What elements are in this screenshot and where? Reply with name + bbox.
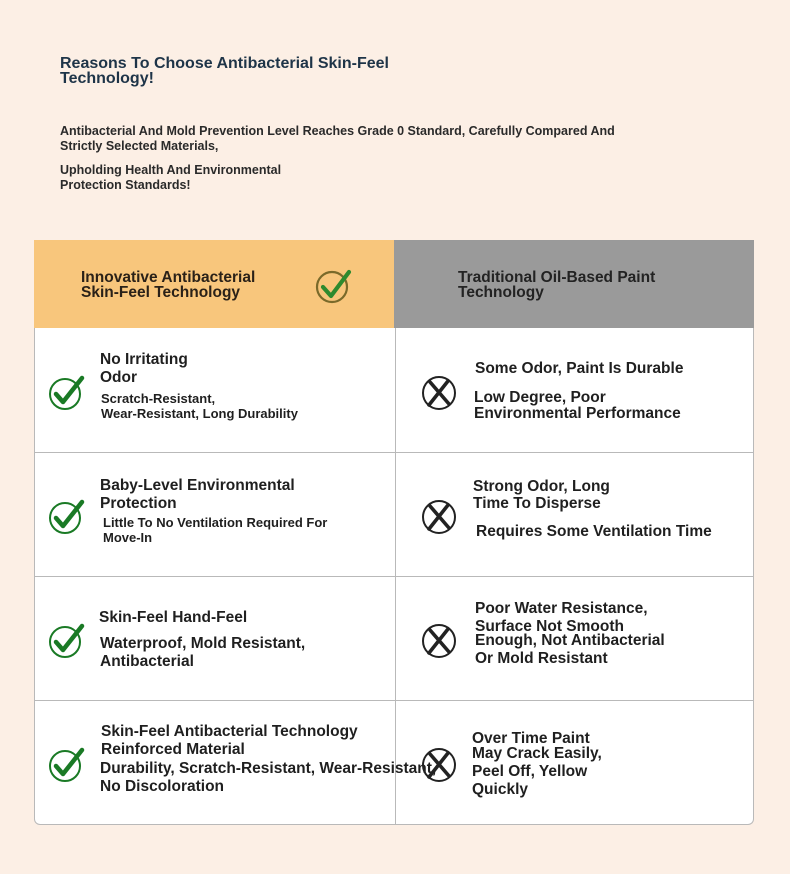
table-row-3-left: Skin-Feel Hand-Feel Waterproof, Mold Resistant, Antibacterial	[35, 576, 395, 700]
intro-paragraph-2: Upholding Health And Environmental Protection Standards!	[60, 163, 282, 192]
table-body	[34, 328, 754, 825]
column-header-innovative: Innovative Antibacterial Skin-Feel Technology	[34, 240, 394, 328]
x-circle-icon	[420, 374, 458, 412]
comparison-table	[34, 240, 754, 826]
check-circle-icon	[48, 498, 86, 536]
table-row-2-right: Strong Odor, Long Time To Disperse Requires Some Ventilation Time	[395, 452, 755, 576]
table-row-1-left: No Irritating Odor Scratch-Resistant, Wear-Resistant, Long Durability	[35, 328, 395, 452]
x-circle-icon	[420, 622, 458, 660]
check-circle-icon	[48, 746, 86, 784]
table-row-2-left: Baby-Level Environmental Protection Little To No Ventilation Required For Move-In	[35, 452, 395, 576]
page-title: Reasons To Choose Antibacterial Skin-Feel Technology!	[60, 55, 389, 87]
check-circle-icon	[48, 374, 86, 412]
column-header-traditional: Traditional Oil-Based Paint Technology	[394, 240, 754, 328]
x-circle-icon	[420, 498, 458, 536]
x-circle-icon	[420, 746, 458, 784]
intro-paragraph-1: Antibacterial And Mold Prevention Level Reaches Grade 0 Standard, Carefully Compared And Strictly Selected Materials,	[60, 124, 615, 153]
check-circle-icon	[48, 622, 86, 660]
table-row-3-right: Poor Water Resistance, Surface Not Smooth Enough, Not Antibacterial Or Mold Resistant	[395, 576, 755, 700]
table-row-4-right: Over Time Paint May Crack Easily, Peel Off, Yellow Quickly	[395, 700, 755, 824]
check-circle-icon	[314, 266, 354, 306]
table-row-4-left: Skin-Feel Antibacterial Technology Reinforced Material Durability, Scratch-Resistant, Wear-Resistant, No Discoloration	[35, 700, 395, 824]
table-row-1-right: Some Odor, Paint Is Durable Low Degree, Poor Environmental Performance	[395, 328, 755, 452]
